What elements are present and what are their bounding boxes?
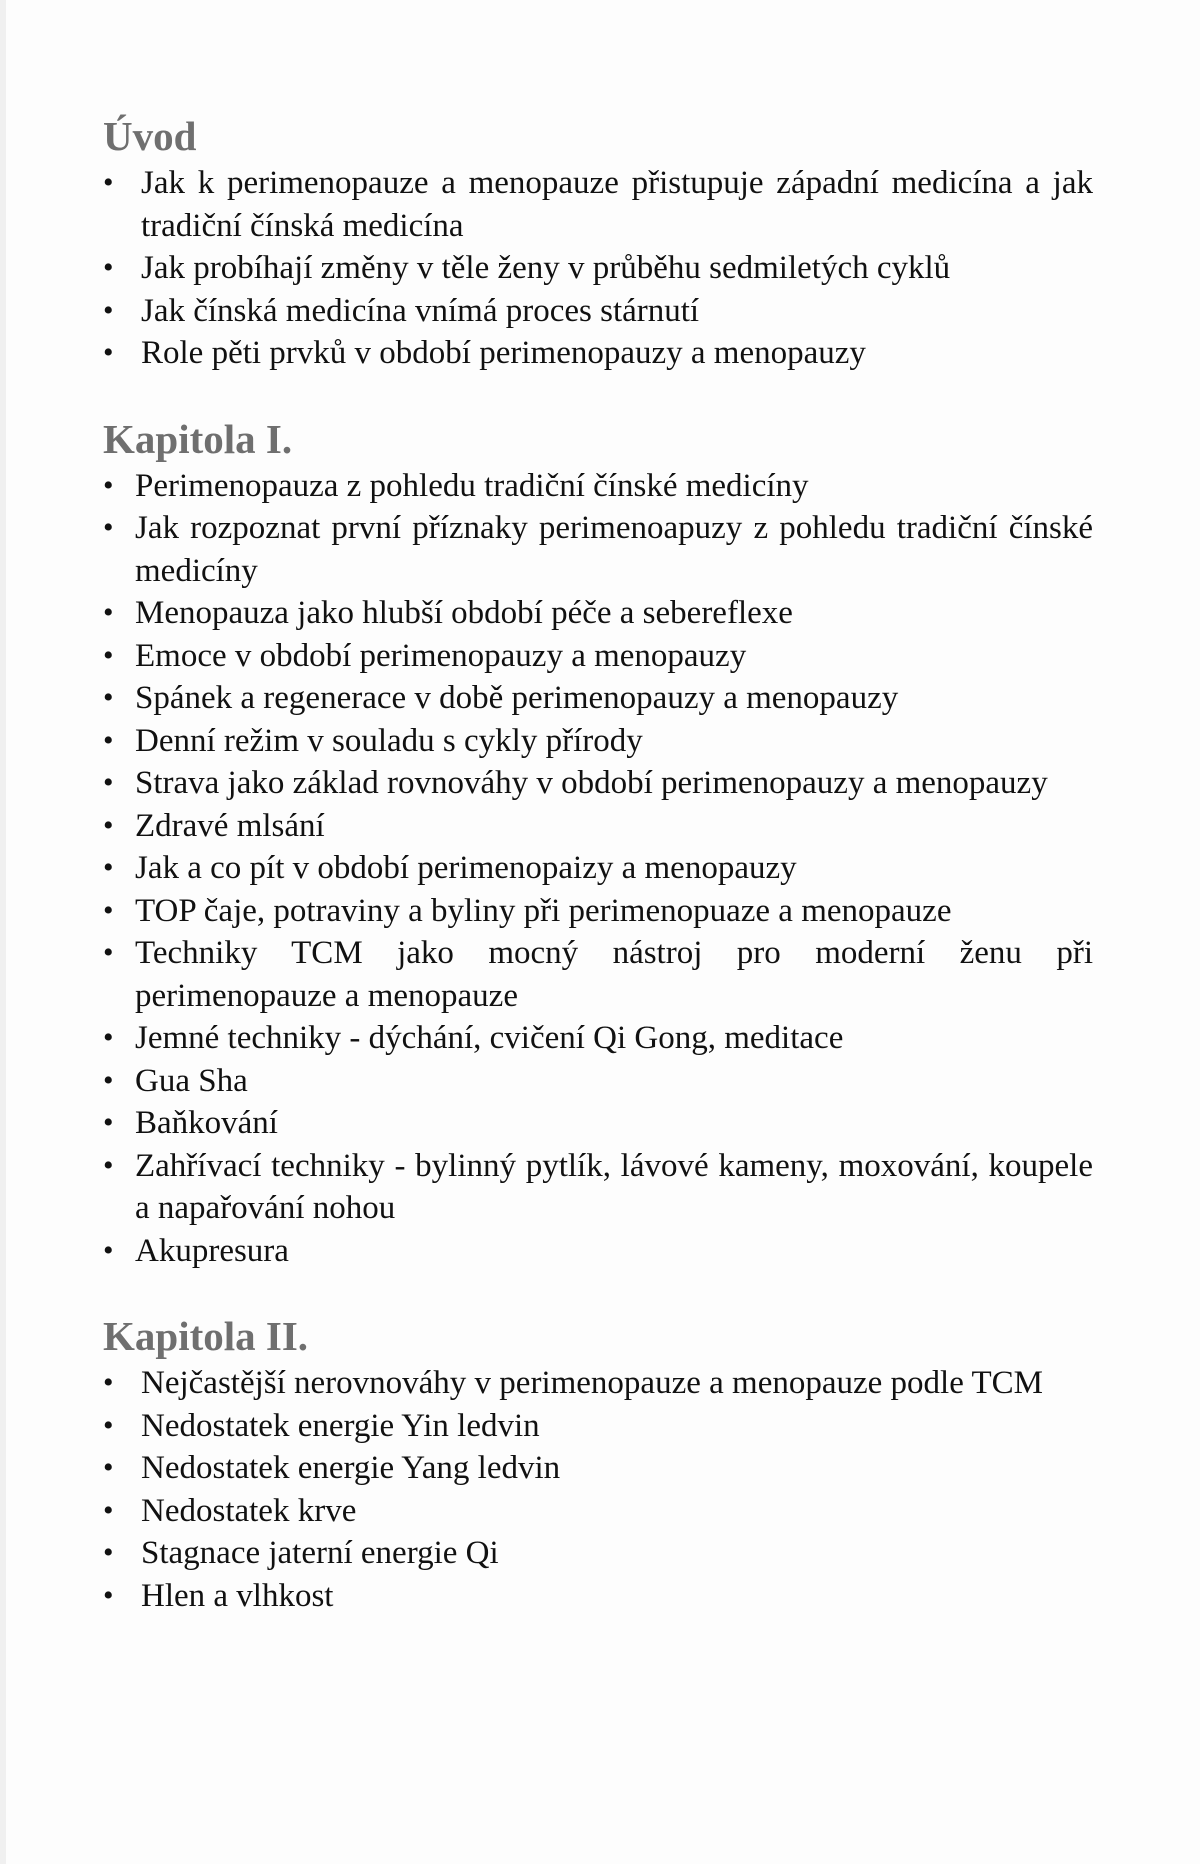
list-item: • Menopauza jako hlubší období péče a sebereflexe [103,592,1093,635]
list-item: • Jak rozpoznat první příznaky perimenoapuzy z pohledu tradiční čínské medicíny [103,507,1093,592]
list-item: • Strava jako základ rovnováhy v období perimenopauzy a menopauzy [103,762,1093,805]
list-item: • Hlen a vlhkost [103,1575,1093,1618]
list-item: • Spánek a regenerace v době perimenopauzy a menopauzy [103,677,1093,720]
list-item: • Stagnace jaterní energie Qi [103,1532,1093,1575]
list-item: • Zahřívací techniky - bylinný pytlík, lávové kameny, moxování, koupele a napařování nohou [103,1145,1093,1230]
section-heading: Kapitola II. [103,1313,309,1359]
list-item: • Zdravé mlsání [103,805,1093,848]
section-uvod [103,112,1093,375]
section-kapitola-1 [103,415,1093,1273]
list-item: • Jak a co pít v období perimenopaizy a menopauzy [103,847,1093,890]
table-of-contents [103,112,1093,1617]
list-item: • Nedostatek krve [103,1490,1093,1533]
list-item: • Nedostatek energie Yin ledvin [103,1405,1093,1448]
list-item: • Gua Sha [103,1060,1093,1103]
list-item: • Nejčastější nerovnováhy v perimenopauze a menopauze podle TCM [103,1362,1093,1405]
bullet-list [103,1362,1093,1617]
list-item: • Jemné techniky - dýchání, cvičení Qi Gong, meditace [103,1017,1093,1060]
list-item: • TOP čaje, potraviny a byliny při perimenopuaze a menopauze [103,890,1093,933]
bullet-list [103,162,1093,375]
section-kapitola-2 [103,1312,1093,1617]
list-item: • Techniky TCM jako mocný nástroj pro moderní ženu při perimenopauze a menopauze [103,932,1093,1017]
list-item: • Emoce v období perimenopauzy a menopauzy [103,635,1093,678]
section-heading: Kapitola I. [103,415,293,462]
bullet-list [103,465,1093,1273]
section-heading: Úvod [103,113,197,159]
list-item: • Role pěti prvků v období perimenopauzy a menopauzy [103,332,1093,375]
list-item: • Jak probíhají změny v těle ženy v průběhu sedmiletých cyklů [103,247,1093,290]
list-item: • Jak čínská medicína vnímá proces stárnutí [103,290,1093,333]
list-item: • Denní režim v souladu s cykly přírody [103,720,1093,763]
list-item: • Jak k perimenopauze a menopauze přistupuje západní medicína a jak tradiční čínská medicína [103,162,1093,247]
list-item: • Akupresura [103,1230,1093,1273]
list-item: • Perimenopauza z pohledu tradiční čínské medicíny [103,465,1093,508]
list-item: • Baňkování [103,1102,1093,1145]
list-item: • Nedostatek energie Yang ledvin [103,1447,1093,1490]
page-edge-shadow [0,0,6,1864]
